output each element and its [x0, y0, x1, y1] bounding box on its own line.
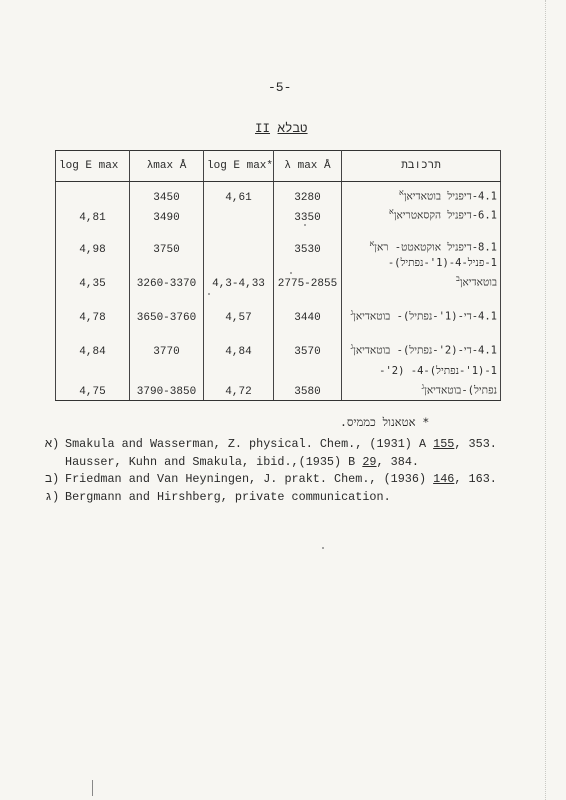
cell-lambda-max-2: 3440: [274, 290, 342, 324]
header-lambda-max: λmax Å: [130, 151, 204, 182]
cell-compound: [342, 256, 501, 291]
compound-name: 1-פניל-4-(1'-נפתיל)- בוטאדיאן: [387, 256, 497, 288]
reference-text: Friedman and Van Heyningen, J. prakt. Chem., (1936): [65, 472, 434, 486]
table-row: [56, 224, 501, 256]
reference-item: [45, 436, 497, 454]
cell-lambda-max: 3770: [130, 324, 204, 358]
reference-mark: ב: [455, 273, 460, 283]
scan-edge-marks: [545, 0, 558, 800]
reference-text: Hausser, Kuhn and Smakula, ibid.,(1935) B: [65, 454, 363, 469]
header-log-e-max-star: log E max*: [204, 151, 274, 182]
compound-name: 4.1-די-(2'-נפתיל)- בוטאדיאן: [353, 344, 497, 356]
cell-log-e: 4,78: [56, 290, 130, 324]
cell-log-e-star: 4,84: [204, 324, 274, 358]
reference-mark: א: [389, 207, 394, 216]
reference-volume: 29: [362, 454, 377, 469]
reference-item: [45, 471, 497, 489]
cell-lambda-max: 3650-3760: [130, 290, 204, 324]
table-header-row: [56, 151, 501, 182]
header-lambda-max-2: λ max Å: [274, 151, 342, 182]
cell-compound: [342, 182, 501, 205]
cell-compound: [342, 204, 501, 224]
cell-lambda-max: 3450: [130, 182, 204, 205]
reference-pages: , 384.: [376, 454, 419, 469]
reference-pages: , 353.: [454, 437, 497, 451]
table-row: [56, 256, 501, 291]
scan-speck: [290, 272, 292, 274]
footnote-text: אטאנול כממיס.: [340, 415, 416, 429]
page-number: -5-: [268, 80, 292, 95]
reference-marker: ג): [45, 489, 60, 504]
reference-volume: 155: [433, 437, 455, 451]
compound-name: 4.1-דיפניל בוטאדיאן: [403, 190, 497, 202]
table-footnote: [340, 415, 429, 429]
table-row: [56, 358, 501, 401]
table-caption-word: טבלא: [277, 122, 308, 136]
reference-text: Smakula and Wasserman, Z. physical. Chem., (1931) A: [65, 437, 434, 451]
scan-speck: [92, 780, 93, 796]
cell-lambda-max-2: 2775-2855: [274, 256, 342, 291]
scan-speck: [304, 224, 306, 226]
cell-lambda-max-2: 3530: [274, 224, 342, 256]
cell-log-e: 4,98: [56, 224, 130, 256]
table-row: [56, 290, 501, 324]
table-row: [56, 324, 501, 358]
cell-lambda-max-2: 3580: [274, 358, 342, 401]
cell-lambda-max-2: 3280: [274, 182, 342, 205]
cell-lambda-max: 3790-3850: [130, 358, 204, 401]
scan-speck: [208, 293, 210, 295]
table-row: [56, 204, 501, 224]
scan-speck: [322, 547, 324, 549]
cell-lambda-max: 3260-3370: [130, 256, 204, 291]
absorption-table: [55, 150, 501, 401]
reference-mark: ג: [350, 307, 354, 317]
cell-lambda-max: 3490: [130, 204, 204, 224]
compound-name: 6.1-דיפניל הקסאטריאן: [393, 209, 497, 222]
table-caption: [255, 122, 308, 136]
cell-log-e: [56, 182, 130, 205]
cell-compound: [342, 224, 501, 256]
reference-mark: ג: [421, 381, 425, 391]
cell-log-e-star: 4,57: [204, 290, 274, 324]
reference-list: [45, 436, 497, 506]
cell-log-e-star: 4,72: [204, 358, 274, 401]
compound-name: 1-(1'-נפתיל)-4- (2'-נפתיל)-בוטאדיאן: [379, 364, 497, 396]
reference-item: [45, 454, 497, 472]
cell-log-e-star: [204, 224, 274, 256]
reference-pages: , 163.: [454, 472, 497, 486]
header-log-e-max: log E max: [56, 151, 130, 182]
cell-log-e: 4,35: [56, 256, 130, 291]
cell-log-e: 4,81: [56, 204, 130, 224]
table-row: [56, 182, 501, 205]
reference-mark: א: [399, 187, 404, 197]
cell-log-e-star: 4,3-4,33: [204, 256, 274, 291]
reference-marker: ב): [45, 472, 60, 486]
reference-item: [45, 489, 497, 507]
cell-compound: [342, 290, 501, 324]
compound-name: 8.1-דיפניל אוקטאטט- ראן: [374, 241, 497, 254]
cell-log-e-star: [204, 204, 274, 224]
reference-mark: ג: [350, 341, 354, 351]
cell-lambda-max: 3750: [130, 224, 204, 256]
reference-text: Bergmann and Hirshberg, private communication.: [65, 489, 391, 504]
cell-log-e: 4,84: [56, 324, 130, 358]
cell-lambda-max-2: 3570: [274, 324, 342, 358]
reference-volume: 146: [433, 472, 455, 486]
header-compound: תרכובת: [342, 151, 501, 182]
cell-log-e-star: 4,61: [204, 182, 274, 205]
cell-lambda-max-2: 3350: [274, 204, 342, 224]
cell-compound: [342, 358, 501, 401]
footnote-mark: *: [422, 415, 430, 429]
cell-compound: [342, 324, 501, 358]
reference-mark: א: [369, 239, 375, 248]
compound-name: 4.1-די-(1'-נפתיל)- בוטאדיאן: [353, 310, 497, 322]
cell-log-e: 4,75: [56, 358, 130, 401]
reference-marker: א): [45, 437, 60, 451]
table-caption-numeral: II: [255, 122, 271, 136]
